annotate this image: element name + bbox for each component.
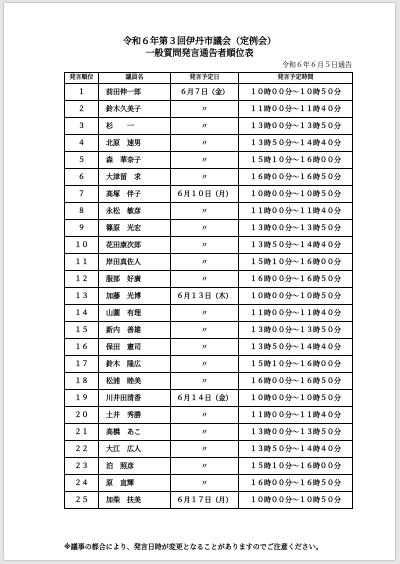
scheduled-time: １３時００分～１３時５０分 [239,220,353,237]
member-name: 前田伸一郎 [99,84,171,101]
table-row [65,152,353,169]
scheduled-date: 〃 [171,254,239,271]
scheduled-time: １３時００分～１３時５０分 [239,118,353,135]
speaking-order: １７ [65,356,99,373]
table-row [65,441,353,458]
table-row [65,458,353,475]
member-name: 高橋 あこ [99,424,171,441]
scheduled-time: １０時００分～１０時５０分 [239,288,353,305]
member-name: 森 華奈子 [99,152,171,169]
scheduled-time: １０時００分～１０時５０分 [239,186,353,203]
member-name: 川井田清香 [99,390,171,407]
speaking-order: ７ [65,186,99,203]
member-name: 泊 照彦 [99,458,171,475]
scheduled-time: １１時００分～１１時４０分 [239,305,353,322]
speaking-order: １１ [65,254,99,271]
scheduled-time: １３時５０分～１４時４０分 [239,441,353,458]
member-name: 鈴木久美子 [99,101,171,118]
member-name: 加藤 光博 [99,288,171,305]
table-row [65,135,353,152]
table-row [65,492,353,509]
member-name: 保田 憲司 [99,339,171,356]
speaking-order: ２３ [65,458,99,475]
member-name: 山薗 有理 [99,305,171,322]
speaking-order: ５ [65,152,99,169]
table-row [65,101,353,118]
table-row [65,237,353,254]
scheduled-date: 〃 [171,135,239,152]
table-row [65,424,353,441]
member-name: 高塚 伴子 [99,186,171,203]
scheduled-date: 〃 [171,356,239,373]
scheduled-date: 〃 [171,407,239,424]
scheduled-date: 〃 [171,441,239,458]
header-scheduled-date: 発言予定日 [171,73,239,84]
member-name: 大江 広人 [99,441,171,458]
scheduled-date: 〃 [171,169,239,186]
table-row [65,475,353,492]
header-member-name: 議員名 [99,73,171,84]
table-row [65,254,353,271]
scheduled-date: 〃 [171,101,239,118]
speaking-order: ２ [65,101,99,118]
scheduled-date: 〃 [171,305,239,322]
scheduled-date: ６月１４日（金） [171,390,239,407]
scheduled-date: ６月１７日（月） [171,492,239,509]
speaking-order: ２２ [65,441,99,458]
scheduled-date: 〃 [171,322,239,339]
scheduled-date: 〃 [171,475,239,492]
scheduled-time: １６時００分～１６時５０分 [239,169,353,186]
speaking-order: ８ [65,203,99,220]
member-name: 大津留 求 [99,169,171,186]
table-body [65,84,353,509]
speaking-order: １９ [65,390,99,407]
speaking-order: ２５ [65,492,99,509]
speaking-order: ２１ [65,424,99,441]
member-name: 新内 善雄 [99,322,171,339]
scheduled-date: 〃 [171,373,239,390]
table-row [65,203,353,220]
scheduled-time: １０時００分～１０時５０分 [239,492,353,509]
scheduled-date: 〃 [171,152,239,169]
member-name: 加柴 扶美 [99,492,171,509]
table-row [65,305,353,322]
scheduled-date: 〃 [171,339,239,356]
table-row [65,390,353,407]
scheduled-time: １６時００分～１６時５０分 [239,271,353,288]
speaking-order: １３ [65,288,99,305]
footnote: ※議事の都合により、発言日時が変更となることがありますのでご注意ください。 [64,543,323,551]
scheduled-time: １５時１０分～１６時００分 [239,152,353,169]
scheduled-time: １５時１０分～１６時００分 [239,458,353,475]
speaking-order: １０ [65,237,99,254]
member-name: 杉 一 [99,118,171,135]
document-page [4,3,395,560]
header-order: 発言順位 [65,73,99,84]
scheduled-time: １１時００分～１１時４０分 [239,203,353,220]
member-name: 岸田真佐人 [99,254,171,271]
speaking-order: １６ [65,339,99,356]
table-row [65,373,353,390]
speaking-order: ９ [65,220,99,237]
scheduled-date: 〃 [171,458,239,475]
member-name: 松浦 睦美 [99,373,171,390]
scheduled-date: 〃 [171,271,239,288]
table-row [65,169,353,186]
notice-date: 令和６年６月５日通告 [282,61,352,69]
scheduled-time: １５時１０分～１６時００分 [239,356,353,373]
table-row [65,271,353,288]
table-row [65,288,353,305]
scheduled-time: １３時００分～１３時５０分 [239,322,353,339]
member-name: 鈴木 隆広 [99,356,171,373]
speaking-order: ６ [65,169,99,186]
speaking-order: ４ [65,135,99,152]
scheduled-time: １３時５０分～１４時４０分 [239,135,353,152]
speaking-order: １８ [65,373,99,390]
member-name: 永松 敏彦 [99,203,171,220]
scheduled-date: 〃 [171,118,239,135]
table-row [65,339,353,356]
scheduled-time: １５時１０分～１６時００分 [239,254,353,271]
speaking-order: １５ [65,322,99,339]
member-name: 北原 速男 [99,135,171,152]
member-name: 土井 秀勝 [99,407,171,424]
speaking-order: １ [65,84,99,101]
table-row [65,118,353,135]
member-name: 服部 好廣 [99,271,171,288]
table-row [65,356,353,373]
document-title: 令和６年第３回伊丹市議会（定例会） [122,37,276,47]
scheduled-date: ６月７日（金） [171,84,239,101]
document-subtitle: 一般質問発言通告者順位表 [145,49,254,59]
table-row [65,322,353,339]
scheduled-date: 〃 [171,424,239,441]
header-scheduled-time: 発言予定時間 [239,73,353,84]
table-header-row [65,73,353,84]
table-row [65,84,353,101]
scheduled-time: １１時００分～１１時４０分 [239,101,353,118]
table-row [65,407,353,424]
scheduled-date: ６月１３日（木） [171,288,239,305]
scheduled-time: １０時００分～１０時５０分 [239,84,353,101]
scheduled-date: ６月１０日（月） [171,186,239,203]
speaking-order: ２４ [65,475,99,492]
member-name: 篠原 光宏 [99,220,171,237]
scheduled-date: 〃 [171,237,239,254]
speaking-order: ２０ [65,407,99,424]
speaking-order: １４ [65,305,99,322]
speaker-order-table [64,72,353,509]
speaking-order: １２ [65,271,99,288]
member-name: 原 直輝 [99,475,171,492]
scheduled-date: 〃 [171,220,239,237]
table-row [65,186,353,203]
member-name: 花田康次郎 [99,237,171,254]
scheduled-time: １３時５０分～１４時４０分 [239,237,353,254]
scheduled-time: １３時５０分～１４時４０分 [239,339,353,356]
scheduled-time: １０時００分～１０時５０分 [239,390,353,407]
table-row [65,220,353,237]
scheduled-time: １１時００分～１１時４０分 [239,407,353,424]
scheduled-date: 〃 [171,203,239,220]
scheduled-time: １６時００分～１６時５０分 [239,475,353,492]
speaking-order: ３ [65,118,99,135]
scheduled-time: １６時００分～１６時５０分 [239,373,353,390]
scheduled-time: １３時００分～１３時５０分 [239,424,353,441]
